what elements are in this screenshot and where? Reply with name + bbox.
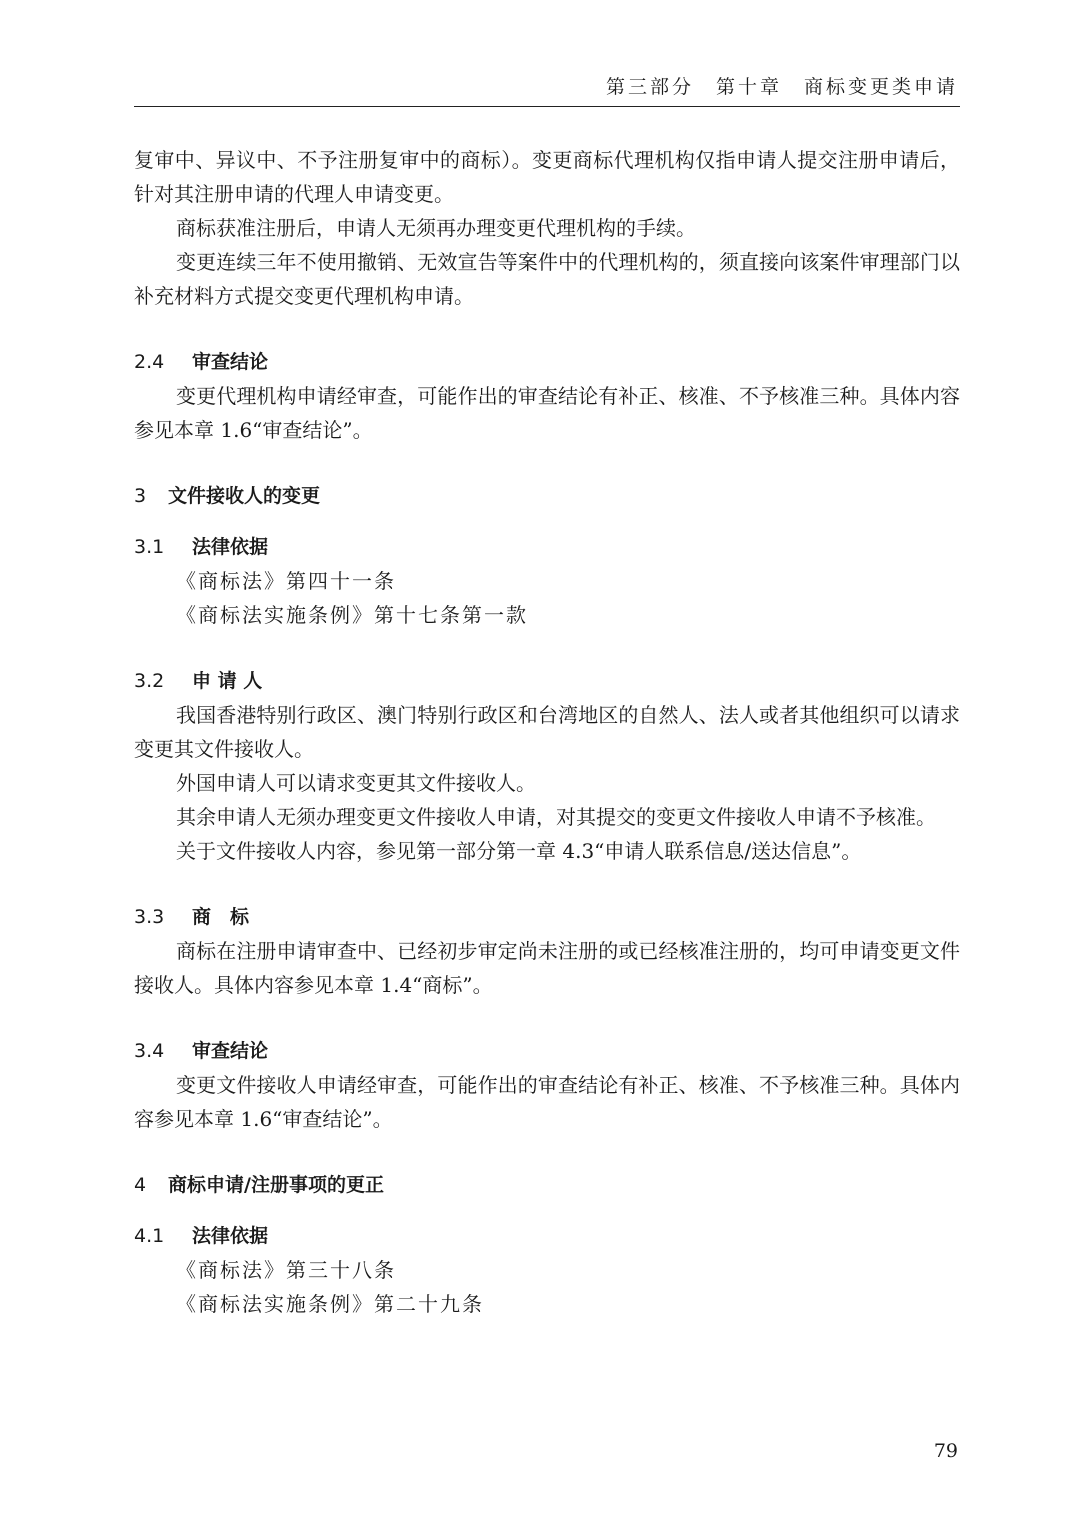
- section-number: 3: [134, 485, 147, 507]
- section-title: 商 标: [192, 906, 250, 928]
- page-content: [134, 143, 960, 1321]
- section-number: 3.1: [134, 536, 165, 558]
- section-number: 4: [134, 1174, 147, 1196]
- section-number: 2.4: [134, 351, 165, 373]
- law-citation: 《商标法》第四十一条: [176, 569, 396, 593]
- law-citation: 《商标法实施条例》第十七条第一款: [176, 603, 528, 627]
- section-number: 3.4: [134, 1040, 165, 1062]
- section-title: 法律依据: [192, 1225, 269, 1247]
- paragraph: 变更连续三年不使用撤销、无效宣告等案件中的代理机构的，须直接向该案件审理部门以补充材料方式提交变更代理机构申请。: [134, 250, 960, 308]
- page-number: 79: [933, 1440, 958, 1462]
- paragraph: 复审中、异议中、不予注册复审中的商标）。变更商标代理机构仅指申请人提交注册申请后，针对其注册申请的代理人申请变更。: [134, 148, 960, 206]
- section-title: 法律依据: [192, 536, 269, 558]
- section-title: 审查结论: [192, 1040, 269, 1062]
- section-title: 审查结论: [192, 351, 269, 373]
- header-title: 第三部分 第十章 商标变更类申请: [605, 76, 958, 98]
- section-heading-3-4: [134, 1034, 960, 1068]
- section-heading-3-1: [134, 530, 960, 564]
- section-heading-3-2: [134, 664, 960, 698]
- law-citation: 《商标法》第三十八条: [176, 1258, 396, 1282]
- section-title: 申 请 人: [192, 670, 263, 692]
- section-heading-4-1: [134, 1219, 960, 1253]
- paragraph: 其余申请人无须办理变更文件接收人申请，对其提交的变更文件接收人申请不予核准。: [176, 805, 936, 829]
- section-title: 商标申请/注册事项的更正: [168, 1174, 384, 1196]
- section-heading-3-3: [134, 900, 960, 934]
- paragraph: 关于文件接收人内容，参见第一部分第一章 4.3“申请人联系信息/送达信息”。: [176, 839, 862, 863]
- paragraph: 我国香港特别行政区、澳门特别行政区和台湾地区的自然人、法人或者其他组织可以请求变更其文件接收人。: [134, 703, 960, 761]
- law-citation: 《商标法实施条例》第二十九条: [176, 1292, 484, 1316]
- paragraph: 变更代理机构申请经审查，可能作出的审查结论有补正、核准、不予核准三种。具体内容参见本章 1.6“审查结论”。: [134, 384, 960, 442]
- section-title: 文件接收人的变更: [168, 485, 321, 507]
- paragraph: 商标在注册申请审查中、已经初步审定尚未注册的或已经核准注册的，均可申请变更文件接收人。具体内容参见本章 1.4“商标”。: [134, 939, 960, 997]
- section-heading-2-4: [134, 345, 960, 379]
- section-number: 3.2: [134, 670, 165, 692]
- running-header: [134, 70, 960, 107]
- paragraph: 外国申请人可以请求变更其文件接收人。: [176, 771, 536, 795]
- section-number: 3.3: [134, 906, 165, 928]
- paragraph: 商标获准注册后，申请人无须再办理变更代理机构的手续。: [176, 216, 696, 240]
- paragraph: 变更文件接收人申请经审查，可能作出的审查结论有补正、核准、不予核准三种。具体内容参见本章 1.6“审查结论”。: [134, 1073, 960, 1131]
- section-number: 4.1: [134, 1225, 165, 1247]
- section-heading-4: [134, 1168, 960, 1202]
- section-heading-3: [134, 479, 960, 513]
